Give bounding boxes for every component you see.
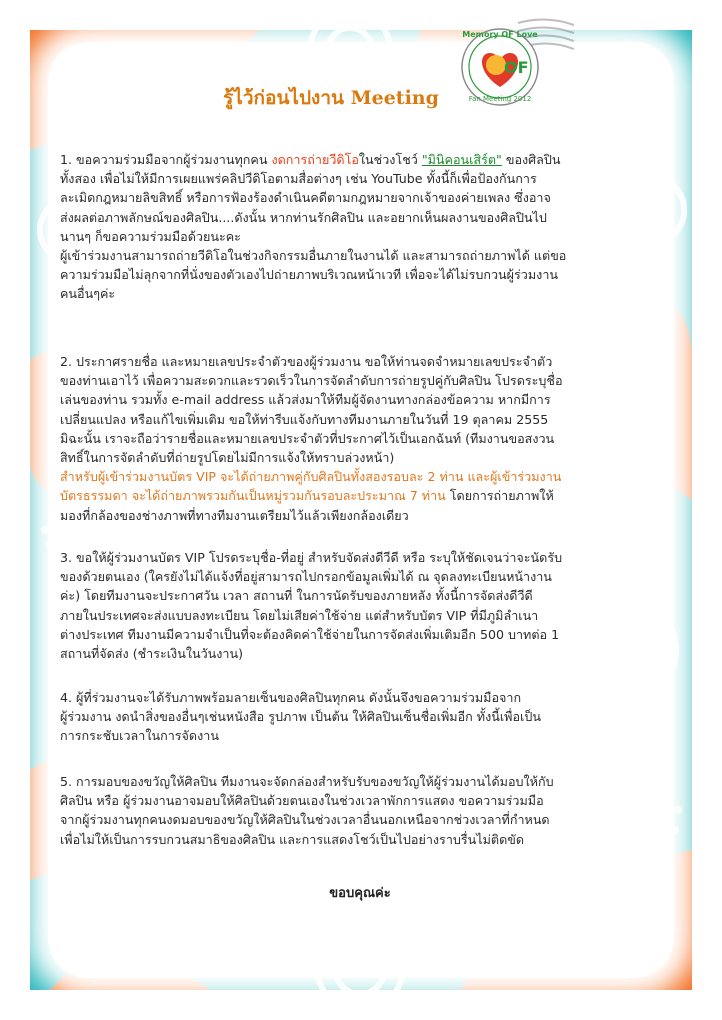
text-line: ความร่วมมือไม่ลุกจากที่นั่งของตัวเองไปถ่ายภาพบริเวณหน้าเวที เพื่อจะได้ไม่รบกวนผู้ร่วมงาน	[60, 267, 559, 283]
text-line: เพื่อไม่ให้เป็นการรบกวนสมาธิของศิลปิน และการแสดงโชว์เป็นไปอย่างราบรื่นไม่ติดขัด	[60, 831, 525, 847]
text-line: 5. การมอบของขวัญให้ศิลปิน ทีมงานจะจัดกล่องสำหรับรับของขวัญให้ผู้ร่วมงานได้มอบให้กับ	[60, 774, 554, 789]
text-line: 1. ขอความร่วมมือจากผู้ร่วมงานทุกคน	[60, 152, 272, 167]
text-line: ทั้งสอง เพื่อไม่ให้มีการเผยแพร่คลิปวีดิโอตามสื่อต่างๆ เช่น YouTube ทั้งนี้ก็เพื่อป้องกันการ	[60, 171, 537, 187]
svg-text:Fan Meeting 2012: Fan Meeting 2012	[468, 95, 532, 103]
text-line: ของท่านเอาไว้ เพื่อความสะดวกและรวดเร็วในการจัดลำดับการถ่ายรูปคู่กับศิลปิน โปรดระบุชื่อ	[60, 373, 563, 389]
text-line: นานๆ ก็ขอความร่วมมือด้วยนะคะ	[60, 228, 241, 244]
highlight-text: บัตรธรรมดา จะได้ถ่ายภาพรวมกันเป็นหมู่รวมกันรอบละประมาณ 7 ท่าน	[60, 488, 446, 504]
text-line: การกระชับเวลาในการจัดงาน	[60, 728, 219, 744]
text-line: ผู้เข้าร่วมงานสามารถถ่ายวีดิโอในช่วงกิจกรรมอื่นภายในงานได้ และสามารถถ่ายภาพได้ แต่ขอ	[60, 248, 567, 264]
text-line: สถานที่จัดส่ง (ชำระเงินในวันงาน)	[60, 646, 243, 662]
paragraph-5	[60, 772, 660, 849]
text-line: มองที่กล้องของช่างภาพที่ทางทีมงานเตรียมไว้แล้วเพียงกล้องเดียว	[60, 507, 409, 523]
memory-of-love-stamp	[456, 13, 576, 117]
text-line: ภายในประเทศจะส่งแบบลงทะเบียน โดยไม่เสียค่าใช้จ่าย แต่สำหรับบัตร VIP ที่มีภูมิลำเนา	[60, 607, 539, 623]
highlight-text: สำหรับผู้เข้าร่วมงานบัตร VIP จะได้ถ่ายภาพคู่กับศิลปินทั้งสองรอบละ 2 ท่าน และผู้เข้าร่วมงาน	[60, 469, 562, 485]
text-line: ละเมิดกฎหมายลิขสิทธิ์ หรือการฟ้องร้องดำเนินคดีตามกฎหมายจากเจ้าของค่ายเพลง ซึ่งอาจ	[60, 190, 551, 206]
text-line: สิทธิ์ในการจัดลำดับที่ถ่ายรูปโดยไม่มีการแจ้งให้ทราบล่วงหน้า)	[60, 450, 395, 466]
text-line: ต่างประเทศ ทีมงานมีความจำเป็นที่จะต้องคิดค่าใช้จ่ายในการจัดส่งเพิ่มเติมอีก 500 บาทต่อ 1	[60, 626, 560, 642]
text-line: ค่ะ) โดยทีมงานจะประกาศวัน เวลา สถานที่ ในการนัดรับของภายหลัง ทั้งนี้การจัดส่งดีวีดี	[60, 588, 533, 604]
text-line: 4. ผู้ที่ร่วมงานจะได้รับภาพพร้อมลายเซ็นของศิลปินทุกคน ดังนั้นจึงขอความร่วมมือจาก	[60, 690, 522, 705]
page-title: รู้ไว้ก่อนไปงาน Meeting	[223, 87, 439, 109]
text-line: ของด้วยตนเอง (ใครยังไม่ได้แจ้งที่อยู่สามารถไปกรอกข้อมูลเพิ่มได้ ณ จุดลงทะเบียนหน้างาน	[60, 569, 552, 585]
text-line: ผู้ร่วมงาน งดนำสิ่งของอื่นๆเช่นหนังสือ รูปภาพ เป็นต้น ให้ศิลปินเซ็นชื่อเพิ่มอีก ทั้งนี้เพื่อเป็น	[60, 709, 541, 725]
thanks-text: ขอบคุณค่ะ	[329, 886, 391, 901]
text-line: เล่นของท่าน รวมทั้ง e-mail address แล้วส่งมาให้ทีมผู้จัดงานทางกล่องข้อความ หากมีการ	[60, 392, 551, 408]
text-line: 2. ประกาศรายชื่อ และหมายเลขประจำตัวของผู้ร่วมงาน ขอให้ท่านจดจำหมายเลขประจำตัว	[60, 354, 553, 369]
text-line: คนอื่นๆค่ะ	[60, 286, 116, 302]
text-line: ส่งผลต่อภาพลักษณ์ของศิลปิน....ดังนั้น หากท่านรักศิลปิน และอยากเห็นผลงานของศิลปินไป	[60, 209, 547, 225]
paragraph-2	[60, 352, 660, 525]
text-line: ศิลปิน หรือ ผู้ร่วมงานอาจมอบให้ศิลปินด้วยตนเองในช่วงเวลาพักการแสดง ขอความร่วมมือ	[60, 793, 544, 809]
paragraph-4	[60, 688, 660, 746]
paragraph-1	[60, 150, 660, 304]
svg-text:OF: OF	[504, 58, 529, 77]
highlight-text: "มินิคอนเสิร์ต"	[421, 152, 502, 167]
text-line: 3. ขอให้ผู้ร่วมงานบัตร VIP โปรดระบุชื่อ-ที่อยู่ สำหรับจัดส่งดีวีดี หรือ ระบุให้ชัดเจนว่าจะนัดรับ	[60, 550, 563, 565]
text-line: มิฉะนั้น เราจะถือว่ารายชื่อและหมายเลขประจำตัวที่ประกาศไว้เป็นเอกฉันท์ (ทีมงานขอสงวน	[60, 430, 555, 446]
svg-text:Memory OF Love: Memory OF Love	[462, 30, 538, 39]
text-line: ในช่วงโชว์	[358, 152, 422, 167]
paragraph-3	[60, 548, 660, 663]
highlight-text: งดการถ่ายวีดิโอ	[271, 152, 359, 167]
text-line: จากผู้ร่วมงานทุกคนงดมอบของขวัญให้ศิลปินในช่วงเวลาอื่นนอกเหนือจากช่วงเวลาที่กำหนด	[60, 812, 550, 828]
text-line: โดยการถ่ายภาพให้	[445, 488, 554, 504]
text-line: ของศิลปิน	[501, 152, 561, 167]
text-line: เปลี่ยนแปลง หรือแก้ไขเพิ่มเติม ขอให้ท่ารีบแจ้งกับทางทีมงานภายในวันที่ 19 ตุลาคม 2555	[60, 411, 549, 427]
